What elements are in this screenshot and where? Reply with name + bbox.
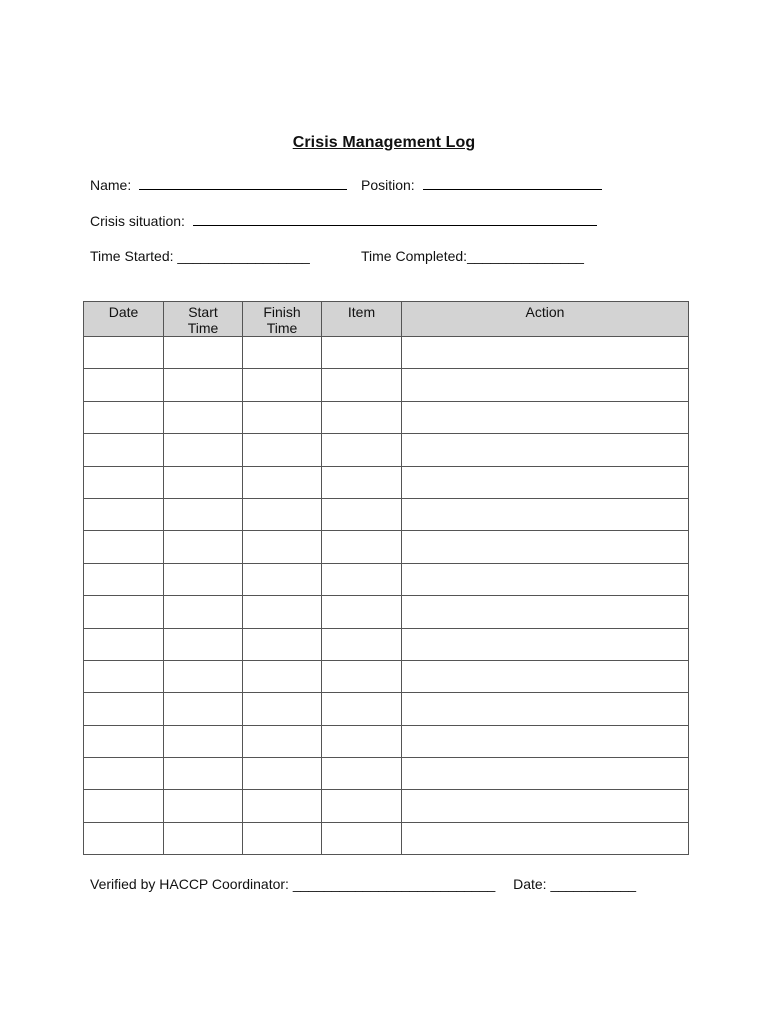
cell-start-time[interactable]: [164, 434, 243, 466]
position-label: Position:: [361, 177, 415, 193]
table-row: [84, 401, 689, 433]
cell-date[interactable]: [84, 725, 164, 757]
time-started-field[interactable]: _________________: [177, 248, 310, 264]
cell-action[interactable]: [402, 596, 689, 628]
name-label: Name:: [90, 177, 132, 193]
table-header-row: [84, 302, 689, 337]
cell-date[interactable]: [84, 596, 164, 628]
cell-item[interactable]: [322, 498, 402, 530]
cell-date[interactable]: [84, 401, 164, 433]
cell-date[interactable]: [84, 337, 164, 369]
table-row: [84, 693, 689, 725]
cell-start-time[interactable]: [164, 498, 243, 530]
cell-action[interactable]: [402, 466, 689, 498]
time-completed-label: Time Completed:: [361, 248, 468, 264]
table-row: [84, 369, 689, 401]
cell-finish-time[interactable]: [243, 563, 322, 595]
cell-finish-time[interactable]: [243, 531, 322, 563]
cell-start-time[interactable]: [164, 790, 243, 822]
table-row: [84, 434, 689, 466]
cell-date[interactable]: [84, 563, 164, 595]
cell-finish-time[interactable]: [243, 660, 322, 692]
cell-item[interactable]: [322, 369, 402, 401]
cell-item[interactable]: [322, 531, 402, 563]
cell-date[interactable]: [84, 466, 164, 498]
cell-start-time[interactable]: [164, 725, 243, 757]
cell-item[interactable]: [322, 822, 402, 854]
cell-finish-time[interactable]: [243, 498, 322, 530]
cell-item[interactable]: [322, 758, 402, 790]
cell-action[interactable]: [402, 822, 689, 854]
cell-start-time[interactable]: [164, 531, 243, 563]
table-row: [84, 596, 689, 628]
cell-action[interactable]: [402, 434, 689, 466]
page-title: Crisis Management Log: [292, 134, 476, 151]
cell-start-time[interactable]: [164, 466, 243, 498]
log-table: [83, 301, 689, 855]
cell-date[interactable]: [84, 693, 164, 725]
cell-finish-time[interactable]: [243, 401, 322, 433]
table-row: [84, 725, 689, 757]
cell-finish-time[interactable]: [243, 337, 322, 369]
table-row: [84, 628, 689, 660]
table-row: [84, 758, 689, 790]
cell-item[interactable]: [322, 596, 402, 628]
cell-item[interactable]: [322, 725, 402, 757]
cell-date[interactable]: [84, 531, 164, 563]
crisis-situation-row: [90, 213, 597, 229]
cell-action[interactable]: [402, 337, 689, 369]
date-label: Date:: [513, 876, 547, 892]
cell-action[interactable]: [402, 660, 689, 692]
cell-action[interactable]: [402, 531, 689, 563]
name-field[interactable]: [139, 177, 347, 190]
table-row: [84, 498, 689, 530]
cell-item[interactable]: [322, 401, 402, 433]
table-row: [84, 822, 689, 854]
cell-start-time[interactable]: [164, 337, 243, 369]
header-finish-time: Finish Time: [243, 302, 322, 337]
crisis-situation-field[interactable]: [193, 213, 597, 226]
time-started-row: [90, 248, 310, 264]
table-row: [84, 790, 689, 822]
cell-finish-time[interactable]: [243, 725, 322, 757]
cell-date[interactable]: [84, 660, 164, 692]
cell-action[interactable]: [402, 758, 689, 790]
cell-start-time[interactable]: [164, 660, 243, 692]
cell-finish-time[interactable]: [243, 596, 322, 628]
table-row: [84, 531, 689, 563]
cell-action[interactable]: [402, 725, 689, 757]
cell-item[interactable]: [322, 337, 402, 369]
cell-finish-time[interactable]: [243, 693, 322, 725]
time-started-label: Time Started:: [90, 248, 174, 264]
date-field[interactable]: ___________: [550, 876, 637, 892]
cell-date[interactable]: [84, 498, 164, 530]
header-date: Date: [84, 302, 164, 337]
position-field[interactable]: [423, 177, 602, 190]
cell-start-time[interactable]: [164, 628, 243, 660]
cell-action[interactable]: [402, 369, 689, 401]
cell-action[interactable]: [402, 401, 689, 433]
cell-start-time[interactable]: [164, 563, 243, 595]
cell-action[interactable]: [402, 693, 689, 725]
cell-date[interactable]: [84, 758, 164, 790]
cell-finish-time[interactable]: [243, 758, 322, 790]
cell-action[interactable]: [402, 498, 689, 530]
time-completed-field[interactable]: _______________: [467, 248, 584, 264]
cell-action[interactable]: [402, 563, 689, 595]
cell-action[interactable]: [402, 790, 689, 822]
cell-finish-time[interactable]: [243, 790, 322, 822]
header-action: Action: [402, 302, 689, 337]
verification-row: [90, 876, 636, 892]
cell-action[interactable]: [402, 628, 689, 660]
cell-item[interactable]: [322, 660, 402, 692]
cell-date[interactable]: [84, 369, 164, 401]
cell-start-time[interactable]: [164, 596, 243, 628]
cell-start-time[interactable]: [164, 758, 243, 790]
verified-label: Verified by HACCP Coordinator:: [90, 876, 289, 892]
cell-start-time[interactable]: [164, 401, 243, 433]
header-item: Item: [322, 302, 402, 337]
cell-start-time[interactable]: [164, 369, 243, 401]
cell-finish-time[interactable]: [243, 822, 322, 854]
cell-date[interactable]: [84, 822, 164, 854]
header-start-time: Start Time: [164, 302, 243, 337]
table-row: [84, 660, 689, 692]
cell-date[interactable]: [84, 790, 164, 822]
position-row: [361, 177, 602, 193]
cell-item[interactable]: [322, 693, 402, 725]
cell-item[interactable]: [322, 628, 402, 660]
cell-item[interactable]: [322, 466, 402, 498]
cell-item[interactable]: [322, 790, 402, 822]
cell-finish-time[interactable]: [243, 369, 322, 401]
time-completed-row: [361, 248, 584, 264]
cell-finish-time[interactable]: [243, 628, 322, 660]
cell-finish-time[interactable]: [243, 466, 322, 498]
cell-start-time[interactable]: [164, 822, 243, 854]
table-row: [84, 563, 689, 595]
table-row: [84, 337, 689, 369]
cell-start-time[interactable]: [164, 693, 243, 725]
cell-item[interactable]: [322, 563, 402, 595]
cell-item[interactable]: [322, 434, 402, 466]
log-table-body: [84, 337, 689, 855]
cell-date[interactable]: [84, 434, 164, 466]
table-row: [84, 466, 689, 498]
name-row: [90, 177, 347, 193]
cell-date[interactable]: [84, 628, 164, 660]
verified-signature-field[interactable]: __________________________: [292, 876, 496, 892]
crisis-situation-label: Crisis situation:: [90, 213, 185, 229]
cell-finish-time[interactable]: [243, 434, 322, 466]
